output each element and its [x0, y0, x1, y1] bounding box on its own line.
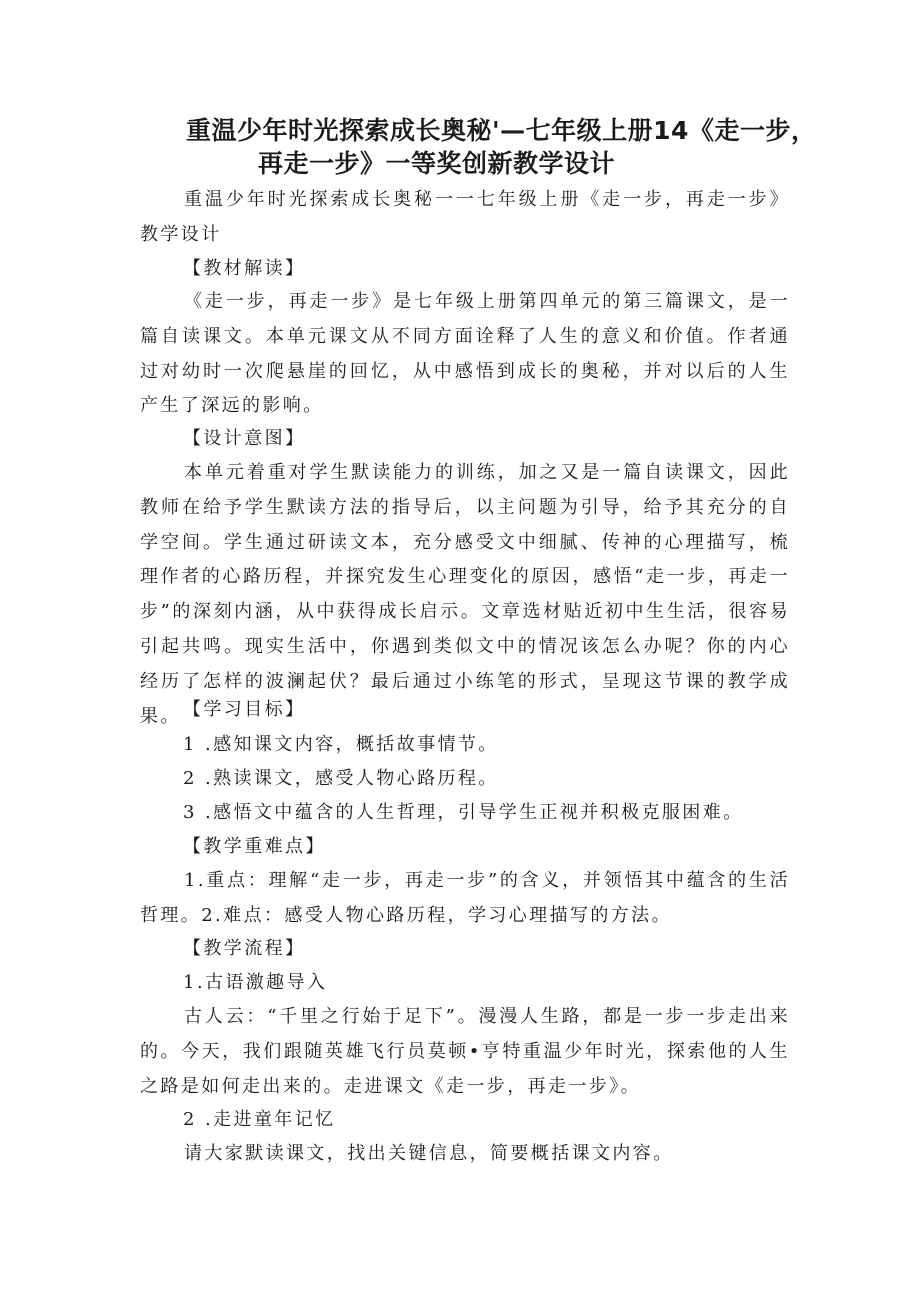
section-heading-textbook: 【教材解读】 — [183, 258, 306, 279]
process-step-1-paragraph: 古人云：“千里之行始于足下”。漫漫人生路，都是一步一步走出来的。今天，我们跟随英雄飞行员莫顿•亨特重温少年时光，探索他的人生之路是如何走出来的。走进课文《走一步，再走一步》。 — [140, 1006, 790, 1097]
section-heading-process: 【教学流程】 — [183, 938, 306, 959]
section-heading-goals: 【学习目标】 — [183, 699, 306, 720]
goal-item-1: 1 .感知课文内容，概括故事情节。 — [183, 734, 499, 755]
goal-item-2: 2 .熟读课文，感受人物心路历程。 — [183, 768, 499, 789]
section-heading-design: 【设计意图】 — [183, 428, 306, 449]
process-step-2-paragraph: 请大家默读课文，找出关键信息，简要概括课文内容。 — [184, 1143, 674, 1164]
document-title-line-2: 再走一步》一等奖创新教学设计 — [258, 149, 616, 178]
goal-item-3: 3 .感悟文中蕴含的人生哲理，引导学生正视并积极克服困难。 — [183, 802, 744, 823]
section-heading-keypoints: 【教学重难点】 — [183, 836, 326, 857]
intro-paragraph: 重温少年时光探索成长奥秘一一七年级上册《走一步，再走一步》教学设计 — [140, 189, 790, 245]
textbook-paragraph: 《走一步，再走一步》是七年级上册第四单元的第三篇课文，是一篇自读课文。本单元课文从不同方面诠释了人生的意义和价值。作者通过对幼时一次爬悬崖的回忆，从中感悟到成长的奥秘，并对以后的人生产生了深远的影响。 — [140, 291, 790, 417]
design-paragraph: 本单元着重对学生默读能力的训练，加之又是一篇自读课文，因此教师在给予学生默读方法的指导后，以主问题为引导，给予其充分的自学空间。学生通过研读文本，充分感受文中细腻、传神的心理描写，梳理作者的心路历程，并探究发生心理变化的原因，感悟“走一步，再走一步”的深刻内涵，从中获得成长启示。文章选材贴近初中生生活，很容易引起共鸣。现实生活中，你遇到类似文中的情况该怎么办呢？你的内心经历了怎样的波澜起伏？最后通过小练笔的形式，呈现这节课的教学成果。 — [140, 462, 790, 727]
process-step-2-title: 2 .走进童年记忆 — [183, 1109, 336, 1130]
process-step-1-title: 1.古语激趣导入 — [183, 972, 328, 993]
document-title-line-1: 重温少年时光探索成长奥秘'—七年级上册14《走一步， — [186, 116, 817, 145]
keypoints-paragraph: 1.重点：理解“走一步，再走一步”的含义，并领悟其中蕴含的生活哲理。2.难点：感受人物心路历程，学习心理描写的方法。 — [140, 870, 790, 926]
